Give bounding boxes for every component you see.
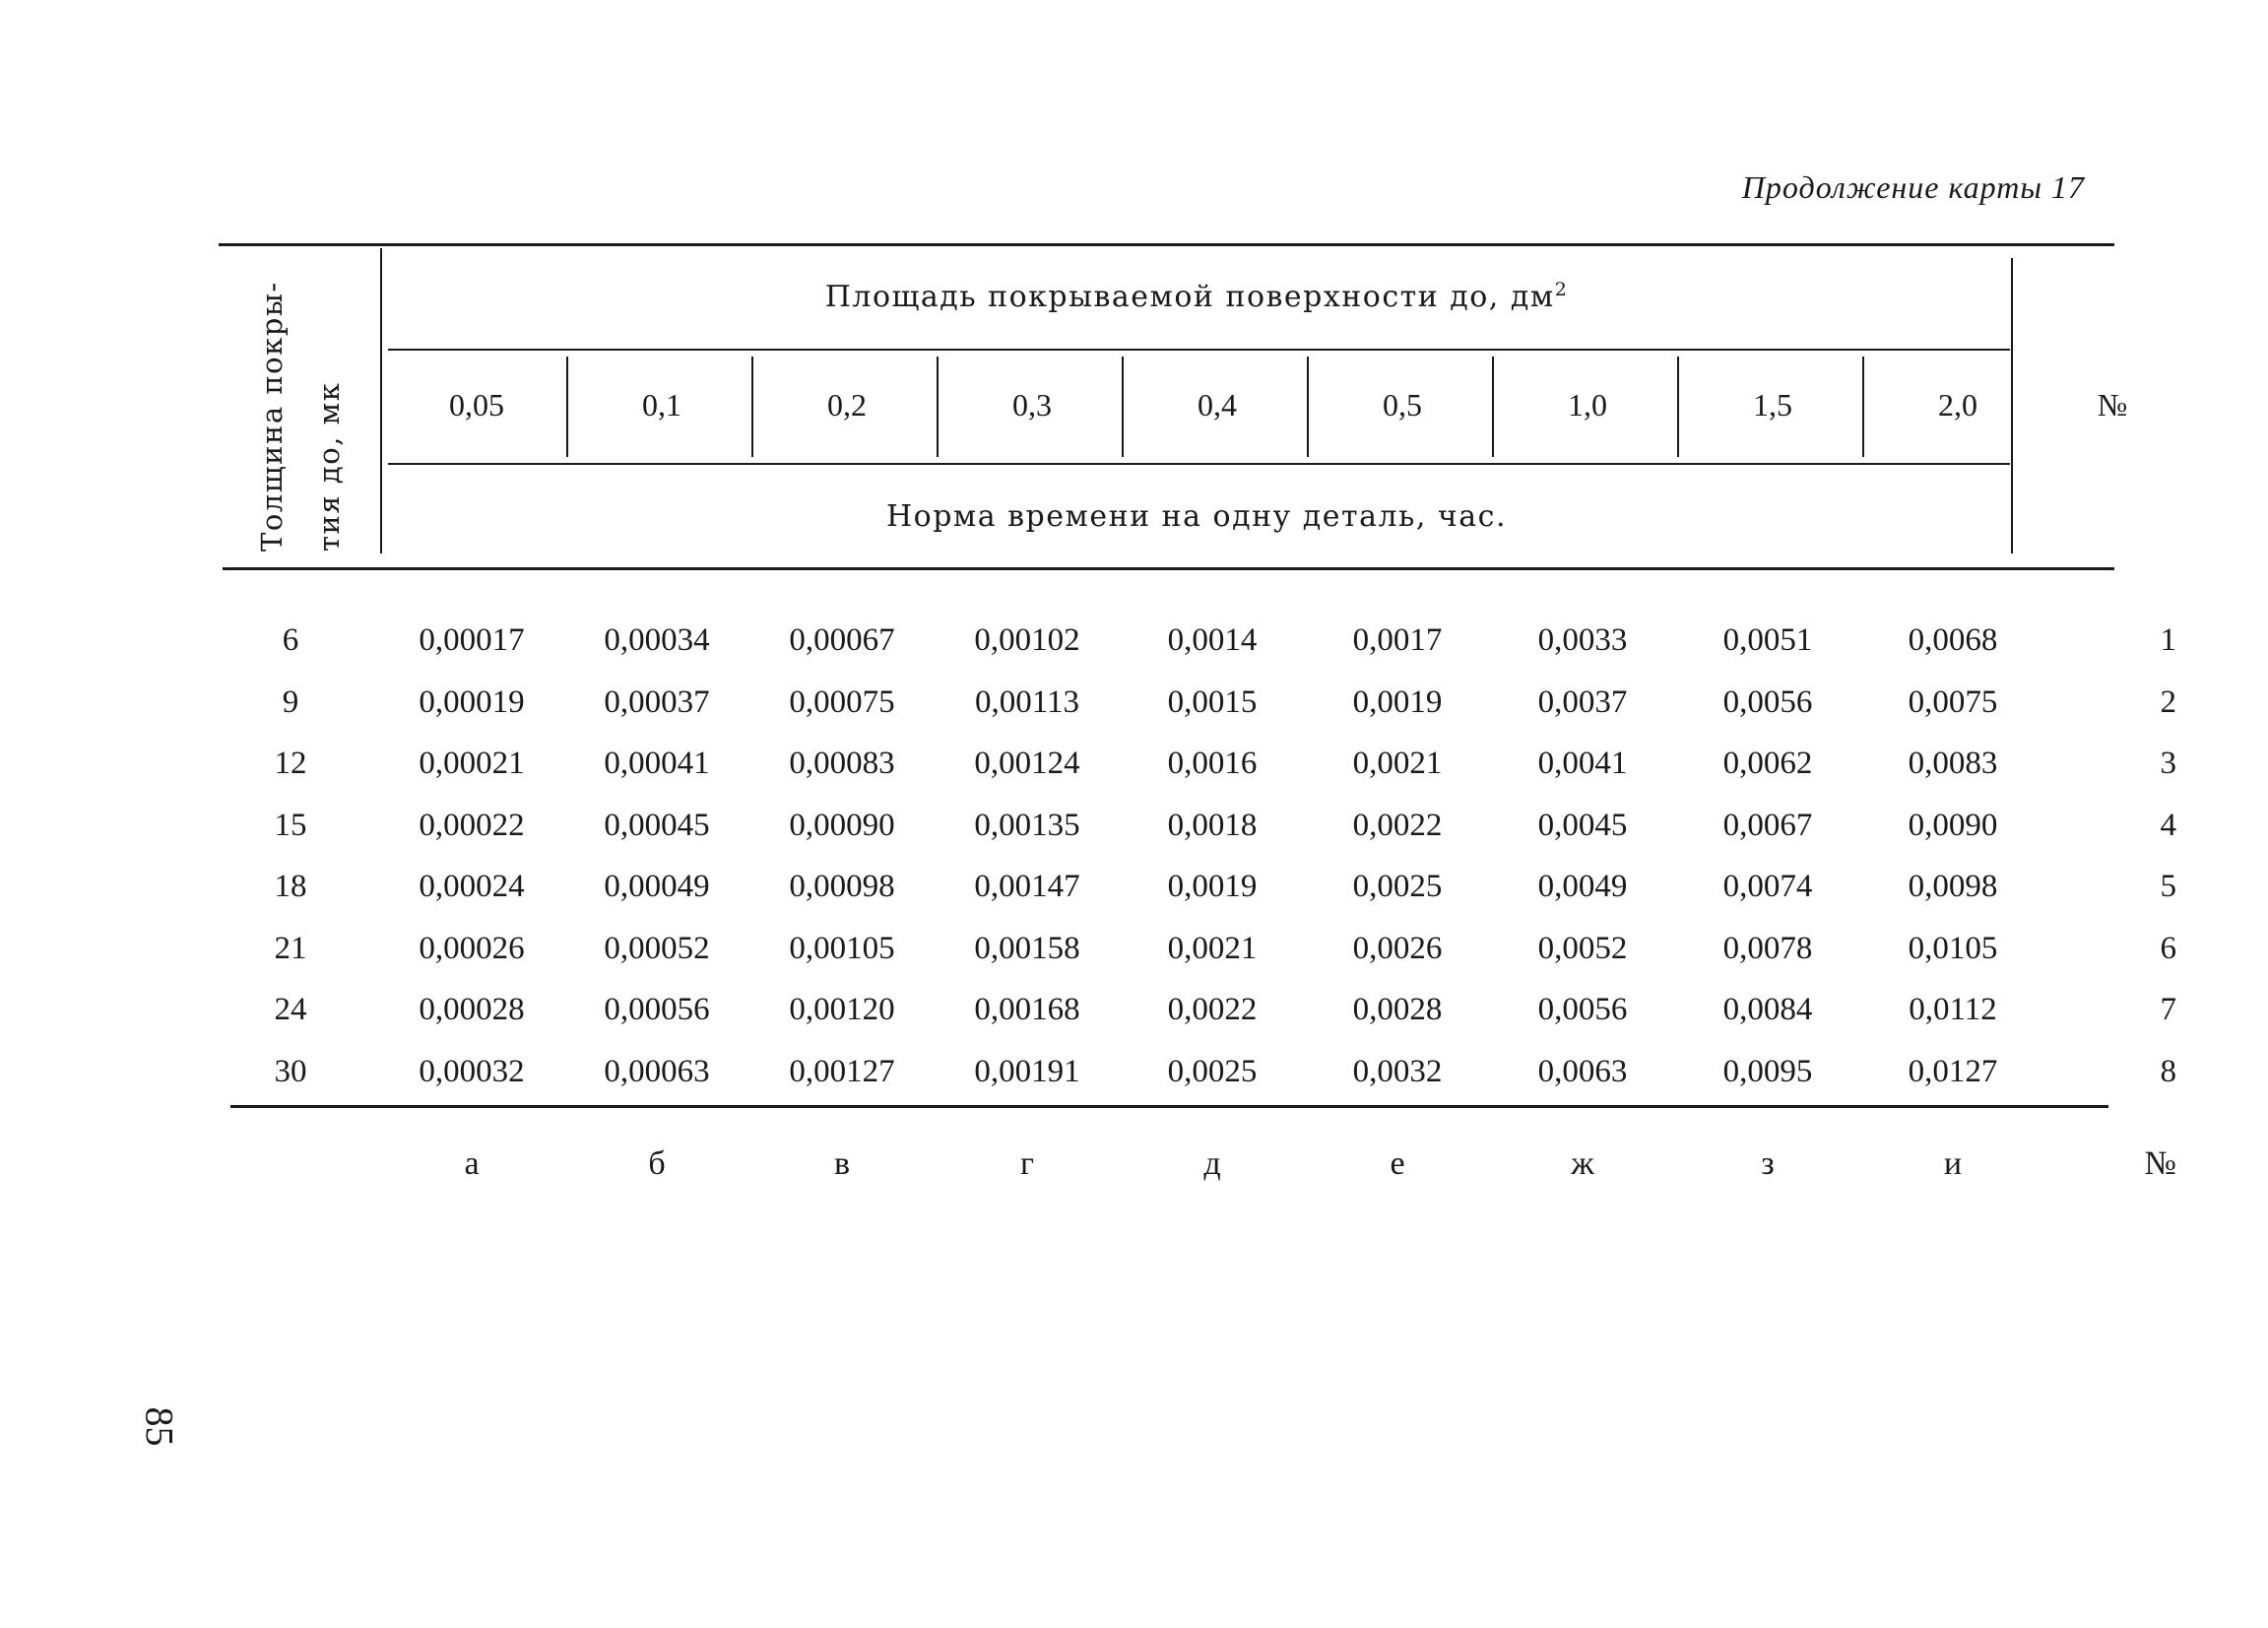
table-cell: 0,00135: [974, 807, 1080, 843]
column-header: 0,05: [449, 387, 504, 423]
table-cell: 0,00037: [604, 684, 710, 720]
row-number: 4: [2160, 807, 2176, 843]
header-bottom-rule: [223, 567, 2114, 570]
table-cell: 0,00045: [604, 807, 710, 843]
table-cell: 0,0016: [1167, 746, 1258, 781]
norm-caption-rule: [388, 463, 2010, 465]
table-cell: 0,0056: [1722, 684, 1813, 720]
table-cell: 0,00017: [419, 622, 525, 658]
area-caption-exponent: 2: [1554, 279, 1569, 300]
column-letter: г: [1020, 1145, 1034, 1182]
thickness-cell: 9: [282, 684, 299, 720]
table-cell: 0,00021: [419, 746, 525, 781]
table-cell: 0,0017: [1352, 622, 1443, 658]
table-cell: 0,00191: [974, 1053, 1080, 1089]
table-cell: 0,0127: [1908, 1053, 1998, 1089]
thickness-cell: 15: [274, 807, 307, 843]
table-cell: 0,00041: [604, 746, 710, 781]
table-cell: 0,0025: [1352, 869, 1443, 904]
table-cell: 0,0083: [1908, 746, 1998, 781]
stub-divider: [380, 248, 382, 554]
table-cell: 0,0022: [1352, 807, 1443, 843]
number-column-header: №: [2097, 387, 2128, 423]
table-cell: 0,0074: [1722, 869, 1813, 904]
table-cell: 0,00032: [419, 1053, 525, 1089]
table-cell: 0,0014: [1167, 622, 1258, 658]
row-number: 6: [2160, 930, 2176, 966]
table-cell: 0,00056: [604, 992, 710, 1027]
area-caption-rule: [388, 349, 2010, 351]
thickness-cell: 12: [274, 746, 307, 781]
table-cell: 0,0051: [1722, 622, 1813, 658]
table-cell: 0,00113: [974, 684, 1080, 720]
table-cell: 0,00022: [419, 807, 525, 843]
table-cell: 0,00158: [974, 930, 1080, 966]
table-cell: 0,00090: [789, 807, 895, 843]
column-header: 1,0: [1568, 387, 1607, 423]
table-cell: 0,00026: [419, 930, 525, 966]
column-header: 0,2: [827, 387, 867, 423]
column-letter: в: [833, 1145, 851, 1182]
table-cell: 0,0062: [1722, 746, 1813, 781]
norm-caption: Норма времени на одну деталь, час.: [885, 499, 1507, 534]
table-cell: 0,00063: [604, 1053, 710, 1089]
stub-header-line-1: Толщина покры-: [255, 281, 289, 552]
table-cell: 0,00120: [789, 992, 895, 1027]
column-letter: и: [1943, 1145, 1963, 1182]
column-letter: ж: [1571, 1145, 1594, 1182]
table-cell: 0,0021: [1352, 746, 1443, 781]
table-top-rule: [219, 243, 2114, 246]
column-letter: б: [648, 1145, 666, 1182]
table-cell: 0,00075: [789, 684, 895, 720]
table-cell: 0,00083: [789, 746, 895, 781]
thickness-cell: 21: [274, 930, 307, 966]
column-letter: д: [1203, 1145, 1221, 1182]
table-cell: 0,0025: [1167, 1053, 1258, 1089]
table-cell: 0,0112: [1909, 992, 1997, 1027]
table-cell: 0,0075: [1908, 684, 1998, 720]
table-cell: 0,0045: [1537, 807, 1628, 843]
thickness-cell: 18: [274, 869, 307, 904]
table-cell: 0,00019: [419, 684, 525, 720]
table-cell: 0,00067: [789, 622, 895, 658]
column-header: 0,4: [1198, 387, 1237, 423]
table-cell: 0,0084: [1722, 992, 1813, 1027]
table-bottom-rule: [230, 1105, 2108, 1108]
table-cell: 0,00127: [789, 1053, 895, 1089]
table-cell: 0,0032: [1352, 1053, 1443, 1089]
table-cell: 0,0028: [1352, 992, 1443, 1027]
table-cell: 0,0105: [1908, 930, 1998, 966]
table-cell: 0,0033: [1537, 622, 1628, 658]
thickness-cell: 6: [282, 622, 299, 658]
table-cell: 0,00034: [604, 622, 710, 658]
table-cell: 0,00147: [974, 869, 1080, 904]
table-cell: 0,0015: [1167, 684, 1258, 720]
page-number: 85: [137, 1406, 182, 1447]
column-letter: а: [464, 1145, 480, 1182]
table-cell: 0,0041: [1537, 746, 1628, 781]
table-cell: 0,00028: [419, 992, 525, 1027]
table-cell: 0,0078: [1722, 930, 1813, 966]
thickness-cell: 30: [274, 1053, 307, 1089]
table-cell: 0,0068: [1908, 622, 1998, 658]
table-cell: 0,00105: [789, 930, 895, 966]
continuation-caption: Продолжение карты 17: [1741, 169, 2085, 205]
table-cell: 0,0056: [1537, 992, 1628, 1027]
table-cell: 0,00049: [604, 869, 710, 904]
stub-header-line-2: тия до, мк: [312, 381, 346, 552]
table-cell: 0,0052: [1537, 930, 1628, 966]
table-cell: 0,0049: [1537, 869, 1628, 904]
table-cell: 0,0063: [1537, 1053, 1628, 1089]
table-cell: 0,00098: [789, 869, 895, 904]
table-cell: 0,0019: [1352, 684, 1443, 720]
area-caption: [384, 279, 2009, 314]
table-cell: 0,00168: [974, 992, 1080, 1027]
row-number: 8: [2160, 1053, 2176, 1089]
table-cell: 0,0098: [1908, 869, 1998, 904]
column-header: 1,5: [1753, 387, 1792, 423]
row-number: 7: [2160, 992, 2176, 1027]
column-header: 0,3: [1012, 387, 1052, 423]
table-cell: 0,0026: [1352, 930, 1443, 966]
table-cell: 0,0021: [1167, 930, 1258, 966]
table-cell: 0,0090: [1908, 807, 1998, 843]
column-header: 0,1: [642, 387, 681, 423]
column-letter: е: [1390, 1145, 1405, 1182]
column-header: 0,5: [1383, 387, 1422, 423]
table-cell: 0,00102: [974, 622, 1080, 658]
thickness-cell: 24: [274, 992, 307, 1027]
table-cell: 0,0095: [1722, 1053, 1813, 1089]
table-cell: 0,0019: [1167, 869, 1258, 904]
column-header: 2,0: [1938, 387, 1977, 423]
row-number: 5: [2160, 869, 2176, 904]
table-cell: 0,0022: [1167, 992, 1258, 1027]
stub-header: [222, 251, 379, 556]
letters-number-label: №: [2144, 1145, 2176, 1182]
table-cell: 0,00052: [604, 930, 710, 966]
table-cell: 0,00124: [974, 746, 1080, 781]
table-cell: 0,00024: [419, 869, 525, 904]
area-caption-text: Площадь покрываемой поверхности до, дм: [824, 280, 1555, 314]
row-number: 2: [2160, 684, 2176, 720]
row-number: 3: [2160, 746, 2176, 781]
column-letter: з: [1761, 1145, 1775, 1182]
row-number: 1: [2160, 622, 2176, 658]
table-cell: 0,0018: [1167, 807, 1258, 843]
table-cell: 0,0067: [1722, 807, 1813, 843]
table-cell: 0,0037: [1537, 684, 1628, 720]
